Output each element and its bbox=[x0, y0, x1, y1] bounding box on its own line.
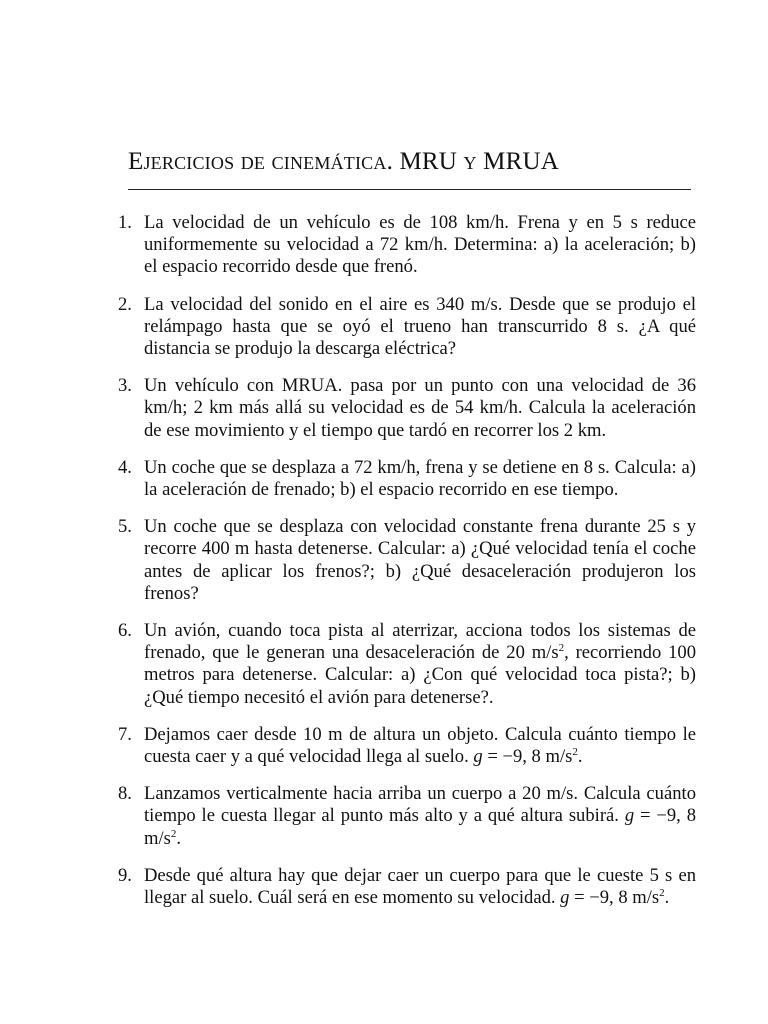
exercise-number: 6. bbox=[118, 620, 132, 642]
exercise-number: 3. bbox=[118, 375, 132, 397]
exercise-1 bbox=[116, 212, 696, 279]
exercise-text-after: . bbox=[176, 827, 182, 849]
exercise-text-before: Un avión, cuando toca pista al aterrizar, acciona todos los sistemas de frenado, que le generan una desaceleración de 20 m/s bbox=[144, 620, 696, 664]
exercise-text: La velocidad de un vehículo es de 108 km/h. Frena y en 5 s reduce uniformemente su velocidad a 72 km/h. Determina: a) la aceleración; b) el espacio recorrido desde que frenó. bbox=[144, 212, 696, 278]
exercise-6 bbox=[116, 620, 696, 709]
exercise-text bbox=[144, 783, 696, 850]
exercise-number: 9. bbox=[118, 864, 132, 886]
exercise-7 bbox=[116, 724, 696, 768]
exercise-text bbox=[144, 620, 696, 709]
exercise-4 bbox=[116, 457, 696, 501]
exercise-9 bbox=[116, 865, 696, 909]
gravity-value: = −9, 8 m/s bbox=[144, 805, 696, 849]
exercise-text: Un coche que se desplaza a 72 km/h, frena y se detiene en 8 s. Calcula: a) la aceleración de frenado; b) el espacio recorrido en ese tiempo. bbox=[144, 456, 696, 501]
exercise-number: 1. bbox=[118, 212, 132, 233]
exercise-5 bbox=[116, 516, 696, 605]
exercise-text-before: Dejamos caer desde 10 m de altura un objeto. Calcula cuánto tiempo le cuesta caer y a qué velocidad llega al suelo. bbox=[144, 723, 696, 768]
gravity-symbol: g bbox=[560, 887, 570, 909]
title-part-4: MRUA bbox=[476, 148, 559, 175]
title-part-3: y bbox=[463, 148, 477, 175]
exercise-number: 4. bbox=[118, 456, 132, 478]
exercise-number: 7. bbox=[118, 723, 132, 745]
gravity-value: = −9, 8 m/s bbox=[482, 746, 573, 768]
exercise-list bbox=[116, 212, 696, 924]
gravity-symbol: g bbox=[473, 746, 483, 768]
gravity-value: = −9, 8 m/s bbox=[569, 887, 660, 909]
title-divider bbox=[128, 189, 691, 190]
exercise-number: 5. bbox=[118, 516, 132, 538]
exercise-8 bbox=[116, 783, 696, 850]
exercise-text: La velocidad del sonido en el aire es 340 m/s. Desde que se produjo el relámpago hasta que se oyó el trueno han transcurrido 8 s. ¿A qué distancia se produjo la descarga eléctrica? bbox=[144, 293, 696, 360]
exponent: 2 bbox=[659, 887, 665, 900]
exponent: 2 bbox=[558, 642, 565, 655]
exercise-number: 2. bbox=[118, 293, 132, 315]
exponent: 2 bbox=[170, 827, 177, 840]
page-title bbox=[128, 147, 693, 177]
exercise-2 bbox=[116, 294, 696, 361]
exponent: 2 bbox=[572, 746, 578, 759]
exercise-text bbox=[144, 865, 696, 909]
exercise-text: Un coche que se desplaza con velocidad constante frena durante 25 s y recorre 400 m hasta detenerse. Calcular: a) ¿Qué velocidad tenía el coche antes de aplicar los frenos?; b) ¿Qué desaceleración produjeron los frenos? bbox=[144, 516, 696, 604]
exercise-text-before: Desde qué altura hay que dejar caer un cuerpo para que le cueste 5 s en llegar al suelo. Cuál será en ese momento su velocidad. bbox=[144, 864, 696, 909]
title-part-2: MRU bbox=[393, 148, 464, 175]
title-part-1: Ejercicios de cinemática. bbox=[128, 148, 394, 175]
exercise-number: 8. bbox=[118, 783, 132, 805]
exercise-text-before: Lanzamos verticalmente hacia arriba un cuerpo a 20 m/s. Calcula cuánto tiempo le cuesta llegar al punto más alto y a qué altura subirá. bbox=[144, 783, 696, 827]
exercise-text-after: . bbox=[577, 746, 583, 768]
gravity-symbol: g bbox=[624, 805, 635, 827]
exercise-text: Un vehículo con MRUA. pasa por un punto con una velocidad de 36 km/h; 2 km más allá su velocidad es de 54 km/h. Calcula la aceleración de ese movimiento y el tiempo que tardó en recorrer los 2 km. bbox=[144, 375, 696, 441]
exercise-text-after: . bbox=[664, 887, 670, 909]
exercise-text bbox=[144, 724, 696, 768]
exercise-3 bbox=[116, 375, 696, 442]
exercise-text-after: , recorriendo 100 metros para detenerse. Calcular: a) ¿Con qué velocidad toca pista?; b) ¿Qué tiempo necesitó el avión para detenerse?. bbox=[144, 642, 696, 708]
